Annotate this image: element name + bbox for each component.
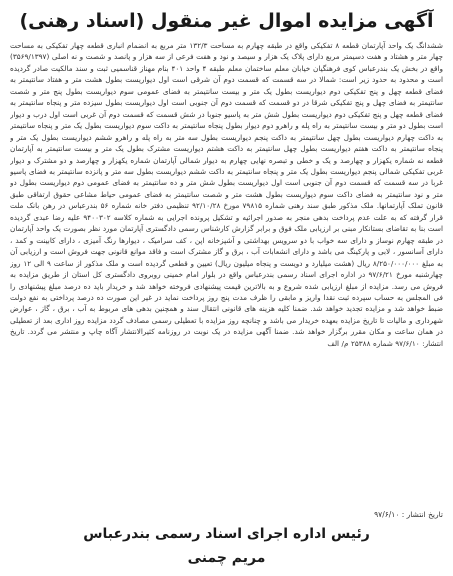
notice-title: آگهی مزایده اموال غیر منقول (اسناد رهنی)	[19, 10, 434, 32]
signature-name: مریم چمنی	[187, 550, 266, 566]
publication-date: تاریخ انتشار : ۹۷/۶/۱۰	[374, 510, 443, 519]
signature-organization: رئیس اداره اجرای اسناد رسمی بندرعباس	[83, 526, 370, 542]
notice-body: ششدانگ یک واحد آپارتمان قطعه ۸ تفکیکی واقع در طبقه چهارم به مساحت ۱۳۲/۳ متر مربع به انضمام انباری قطعه چهار تفکیکی به مساحت چهار متر و هشتاد و هفت دسیمتر مربع دارای پلاک یک هزار و سیصد و نود و هفت فرعی از سه هزار و پانصد و شصت و نه اصلی (۳۵۶۹/۱۳۹۷) واقع در بخش یک بندرعباس کوی فرهنگیان خیابان معلم ساختمان معلم طبقه ۴ واحد ۴۰۱ بنام مهناز قناسمیی ثبت و سند مالکیت صادر گردیده است و محدود به حدود زیر است: شمالا در سه قسمت که قسمت دوم آن شرقی است اول دیواریست بطول هشت متر و هفتاد سانتیمتر به فضای قطعه چهل و پنج تفکیکی دوم دیواریست بطول یک متر و بیست سانتیمتر به فضای عمومی سوم دیواریست بطول پنج متر و شصت سانتیمتر به فضای چهل و پنج تفکیکی شرقا در دو قسمت که قسمت دوم آن جنوبی است اول دیواریست بطول سیزده متر و پنجاه سانتیمتر به فضای قطعه چهل و پنج تفکیکی دوم دیواریست بطول شش متر به پاسیو جنوبا در شش قسمت که قسمت دوم آن غربی است اول درب و دیوار است بطول دو متر و بیست سانتیمتر به راه پله و راهرو دوم دیوار بطول پنجاه سانتیمتر به داکت سوم دیواریست بطول یک متر و پنجاه سانتیمتر به داکت چهارم دیواریست بطول چهل سانتیمتر به داکت پنجم دیواریست بطول سه متر به راه پله و راهرو ششم دیواریست بطول یک متر و پنجاه سانتیمتر به داکت هفتم دیواریست بطول چهل سانتیمتر به داکت هشتم دیواریست مشترک بطول یک متر و بیست سانتیمتر به آپارتمان قطعه نه شماره یکهزار و چهارصد و یک و خطی و تبصره نهایی چهارم به دیوار شمالی آپارتمان شماره یکهزار و چهارصد و دو مشترک و دیوار غربی تفکیکی شمالی پنجم دیواریست بطول یک متر و پنجاه سانتیمتر به داکت ششم دیواریست بطول سه متر و پانزده سانتیمتر به فضای پاسیو غربا در سه قسمت که قسمت دوم آن جنوبی است اول دیواریست بطول شش متر و ده سانتیمتر به فضای عمومی دوم دیواریست بطول دو متر و نود سانتیمتر به فضای داکت سوم دیواریست بطول هشت متر و شصت سانتیمتر به فضای عمومی حیاط مشاعی حقوق ارتفاقی طبق قانون تملک آپارتمانها. ملک مذکور طبق سند رهنی شماره ۷۹۸۱۵ مورخ ۹۲/۱۰/۲۸ تنظیمی دفتر خانه شماره ۵۶ بندرعباس در رهن بانک ملت قرار گرفته که به علت عدم پرداخت بدهی منجر به صدور اجرائیه و تشکیل پرونده اجرایی به شماره کلاسه ۹۴۰۰۳۰۲ علیه رضا عبدی گردیده است بنا به تقاضای بستانکار مبنی بر ارزیابی ملک فوق و برابر گزارش کارشناس رسمی دادگستری آپارتمان مورد نظر بصورت یک واحد آپارتمان در طبقه چهارم نوساز و دارای سه خواب با دو سرویس بهداشتی و آشپزخانه اپن ، کف سرامیک ، دیوارها رنگ آمیزی ، دارای کابینت و کمد ، دارای آسانسور ، لابی و پارکینگ می باشد و دارای انشعابات آب ، برق و گاز مشترک است و فاقد موانع قانونی جهت فروش است و ارزیابی آن به مبلغ ۸/۲۵۰/۰۰۰/۰۰۰ ریال (هشت میلیارد و دویست و پنجاه میلیون ریال) تعیین و قطعی گردیده است و ملک مذکور از ساعت ۹ الی ۱۲ روز چهارشنبه مورخ ۹۷/۶/۲۱ در اداره اجرای اسناد رسمی بندرعباس واقع در بلوار امام خمینی روبروی دادگستری کل استان از طریق مزایده به فروش می رسد. مزایده از مبلغ ارزیابی شده شروع و به بالاترین قیمت پیشنهادی فروخته خواهد شد و خریدار باید ده درصد مبلغ پیشنهادی را فی المجلس به حساب سپرده ثبت نقدا واریز و مابقی را ظرف مدت پنج روز پرداخت نماید در غیر این صورت ده درصد پرداختی به نفع دولت ضبط خواهد شد و مزایده تجدید خواهد شد. ضمنا کلیه هزینه های قانونی انتقال سند و همچنین بدهی های مربوط به آب ، برق ، گاز ، عوارض شهرداری و مالیات تا تاریخ مزایده بعهده خریدار می باشد و چنانچه روز مزایده با تعطیلی رسمی مصادف گردد مزایده روز اداری بعد از تعطیلی در همان ساعت و مکان مقرر برگزار خواهد شد. ضمنا آگهی مزایده در یک نوبت در روزنامه کثیرالانتشار آگاه چاپ و منتشر می گردد. تاریخ انتشار: ۹۷/۶/۱۰ شماره ۲۵۳۸۸ م/ الف	[10, 41, 443, 348]
